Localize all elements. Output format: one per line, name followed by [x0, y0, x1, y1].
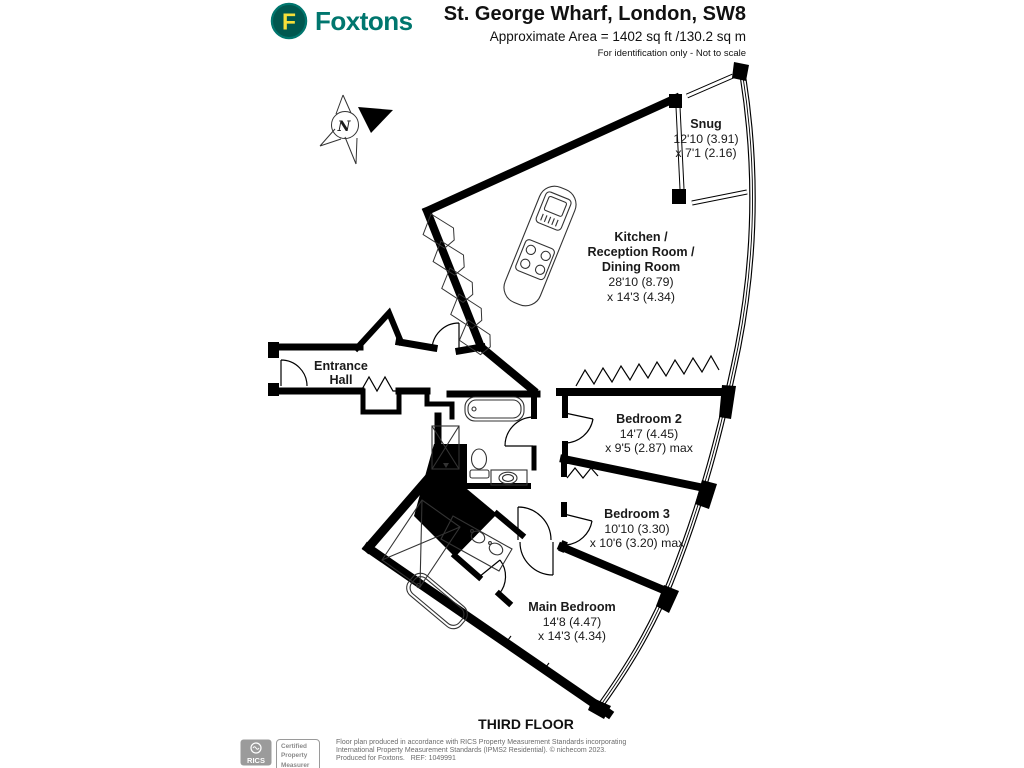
- bedroom2-label: Bedroom 2: [616, 412, 682, 426]
- cpm-line-2: Property: [281, 752, 308, 760]
- rics-logo: [240, 739, 272, 766]
- kitchen-island: [499, 181, 581, 310]
- bedroom2-door: [565, 413, 593, 443]
- kitchen-sink-icon: [535, 191, 572, 232]
- snug-dim1: 12'10 (3.91): [673, 132, 739, 146]
- cpm-line-1: Certified: [281, 743, 307, 750]
- certified-property-measurer-badge: [276, 739, 320, 768]
- basin-icon: [491, 470, 527, 485]
- disclaimer-text: [336, 739, 676, 762]
- hall-label-2: Hall: [329, 373, 353, 387]
- cpm-line-3: Measurer: [281, 761, 310, 768]
- main-bedroom-dim2: x 14'3 (4.34): [538, 629, 606, 643]
- compass-north-arrow: [358, 107, 393, 133]
- main-bedroom-door-b: [520, 542, 553, 575]
- logo-letter-f: F: [282, 8, 296, 35]
- compass-north-label: N: [337, 119, 351, 135]
- floor-label: THIRD FLOOR: [478, 716, 574, 732]
- main-bedroom-dim1: 14'8 (4.47): [542, 615, 602, 629]
- hall-label-1: Entrance: [314, 359, 368, 373]
- compass-icon: [320, 95, 393, 164]
- main-bedroom-label: Main Bedroom: [528, 600, 616, 614]
- snug-dim2: x 7'1 (2.16): [675, 146, 737, 160]
- kitchen-label-2: Reception Room /: [587, 245, 695, 259]
- bedroom3-dim1: 10'10 (3.30): [604, 522, 670, 536]
- front-door: [281, 360, 307, 386]
- kitchen-dim2: x 14'3 (4.34): [607, 290, 675, 304]
- bedroom3-bifold-door: [567, 468, 598, 478]
- kitchen-dim1: 28'10 (8.79): [608, 275, 674, 289]
- bedroom2-dim1: 14'7 (4.45): [619, 427, 679, 441]
- footer: [240, 739, 676, 768]
- identification-note: For identification only - Not to scale: [597, 48, 746, 59]
- rics-label: RICS: [247, 756, 265, 765]
- page-title: St. George Wharf, London, SW8: [443, 3, 746, 25]
- snug-label: Snug: [690, 117, 722, 131]
- bedroom3-dim2: x 10'6 (3.20) max: [589, 536, 685, 550]
- bedroom3-label: Bedroom 3: [604, 507, 670, 521]
- brand-name: Foxtons: [315, 5, 413, 36]
- hall-bifold-door: [361, 377, 399, 391]
- bedroom3-door: [564, 514, 592, 545]
- walls: [273, 98, 727, 713]
- disclaimer-line-1: Floor plan produced in accordance with RICS Property Measurement Standards incorporating: [336, 739, 627, 746]
- disclaimer-line-3: Produced for Foxtons. REF: 1049991: [336, 754, 456, 762]
- approximate-area: Approximate Area = 1402 sq ft /130.2 sq m: [489, 29, 746, 44]
- kitchen-label-1: Kitchen /: [614, 230, 668, 244]
- kitchen-label-3: Dining Room: [601, 260, 681, 274]
- bedroom2-dim2: x 9'5 (2.87) max: [605, 441, 693, 455]
- toilet-icon: [470, 449, 489, 478]
- disclaimer-line-2: International Property Measurement Standards (IPMS2 Residential). © nichecom 2023.: [336, 746, 607, 754]
